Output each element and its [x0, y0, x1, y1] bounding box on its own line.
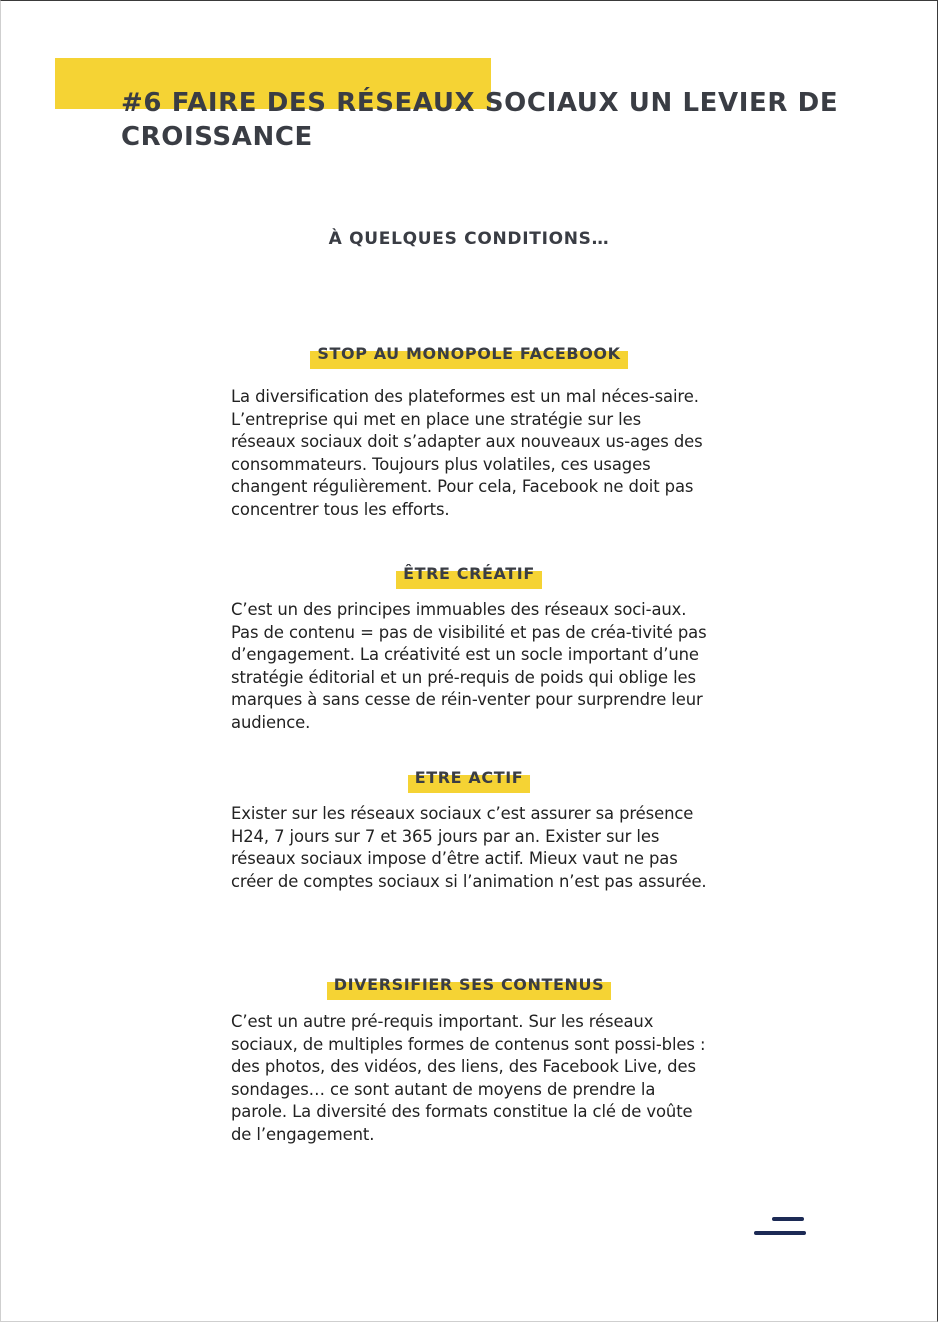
- section-body-diversifier: C’est un autre pré-requis important. Sur les réseaux sociaux, de multiples formes de contenus sont possi-bles : des photos, des vidéos, des liens, des Facebook Live, des sondages… ce sont autant de moyens de prendre la parole. La diversité des formats constitue la clé de voûte de l’engagement.: [231, 1012, 706, 1144]
- section-heading-label: ÊTRE CRÉATIF: [399, 563, 539, 585]
- section-heading-label: STOP AU MONOPOLE FACEBOOK: [313, 343, 624, 365]
- section-heading-label: DIVERSIFIER SES CONTENUS: [330, 974, 608, 996]
- section-body-stop-monopole: La diversification des plateformes est un mal néces-saire. L’entreprise qui met en place une stratégie sur les réseaux sociaux doit s’adapter aux nouveaux us-ages des consommateurs. Toujours plus volatiles, ces usages changent régulièrement. Pour cela, Facebook ne doit pas concentrer tous les efforts.: [231, 387, 703, 519]
- section-heading-label: ETRE ACTIF: [411, 767, 528, 789]
- section-heading-diversifier: [0, 974, 938, 996]
- page-title: #6 FAIRE DES RÉSEAUX SOCIAUX UN LEVIER DE CROISSANCE: [121, 88, 839, 152]
- section-heading-etre-actif: [0, 767, 938, 789]
- page-subtitle: À QUELQUES CONDITIONS…: [328, 229, 610, 249]
- section-body-etre-actif: Exister sur les réseaux sociaux c’est assurer sa présence H24, 7 jours sur 7 et 365 jours par an. Exister sur les réseaux sociaux impose d’être actif. Mieux vaut ne pas créer de comptes sociaux si l’animation n’est pas assurée.: [231, 804, 707, 891]
- section-body-etre-creatif: C’est un des principes immuables des réseaux soci-aux. Pas de contenu = pas de visibilité et pas de créa-tivité pas d’engagement. La créativité est un socle important d’une stratégie éditorial et un pré-requis de poids qui oblige les marques à sans cesse de réin-venter pour surprendre leur audience.: [231, 600, 707, 732]
- menu-icon-bottom-bar: [754, 1231, 806, 1235]
- menu-icon[interactable]: [754, 1215, 808, 1237]
- section-heading-stop-monopole: [0, 343, 938, 365]
- section-heading-etre-creatif: [0, 563, 938, 585]
- menu-icon-top-bar: [772, 1217, 804, 1221]
